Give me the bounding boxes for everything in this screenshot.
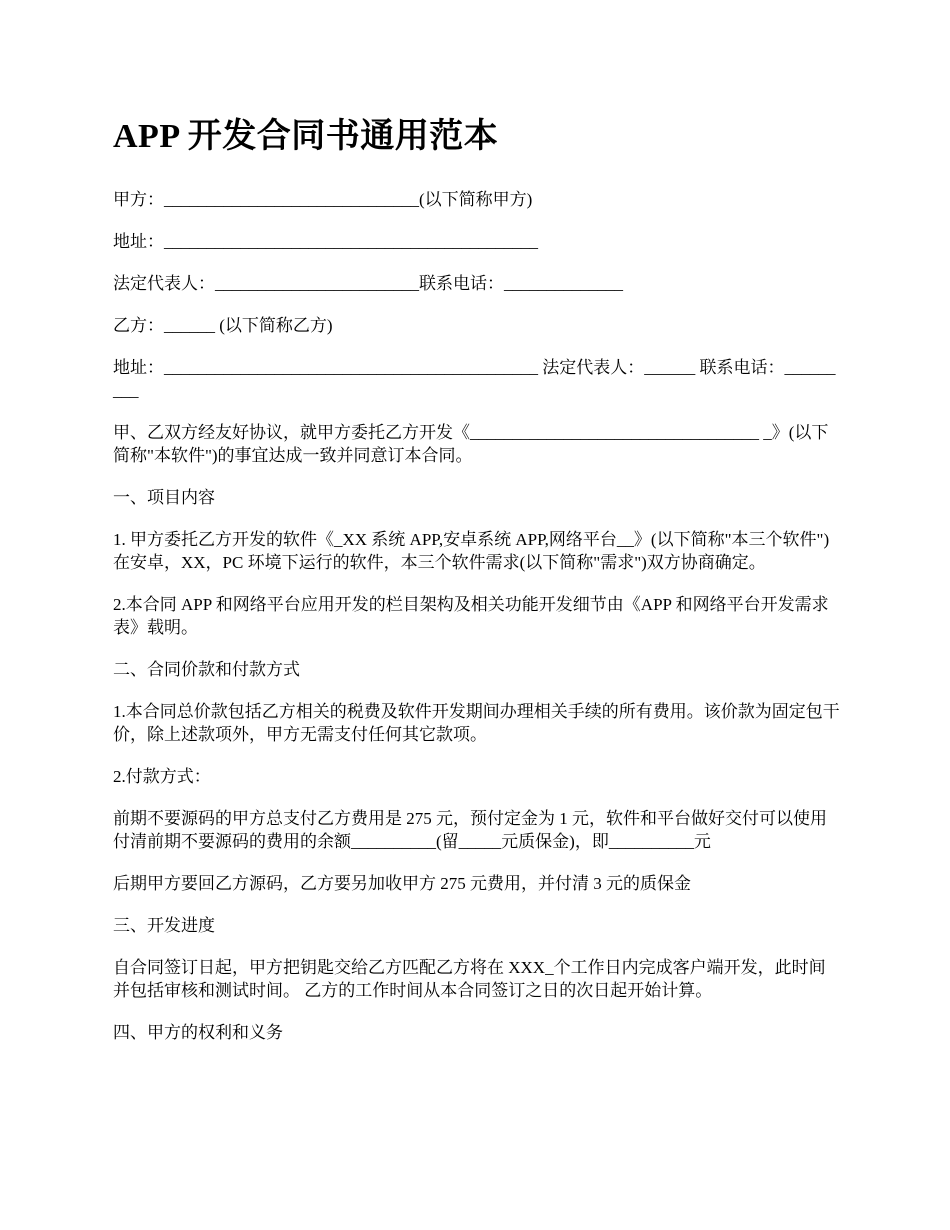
section-heading-schedule: 三、开发进度 xyxy=(113,916,215,935)
clause-payment-2: 2.付款方式： xyxy=(113,767,211,786)
party-a-address-line: 地址：____________________________________________ xyxy=(113,232,538,251)
document-page xyxy=(113,112,841,1063)
clause-schedule: 自合同签订日起，甲方把钥匙交给乙方匹配乙方将在 XXX_个工作日内完成客户端开发，此时间并包括审核和测试时间。 乙方的工作时间从本合同签订之日的次日起开始计算。 xyxy=(113,958,826,1000)
clause-payment-late: 后期甲方要回乙方源码，乙方要另加收甲方 275 元费用，并付清 3 元的质保金 xyxy=(113,874,691,893)
clause-project-2: 2.本合同 APP 和网络平台应用开发的栏目架构及相关功能开发细节由《APP 和网络平台开发需求表》载明。 xyxy=(113,595,829,637)
clause-payment-1: 1.本合同总价款包括乙方相关的税费及软件开发期间办理相关手续的所有费用。该价款为固定包干价，除上述款项外，甲方无需支付任何其它款项。 xyxy=(113,702,840,744)
clause-payment-early: 前期不要源码的甲方总支付乙方费用是 275 元，预付定金为 1 元，软件和平台做好交付可以使用付清前期不要源码的费用的余额__________(留_____元质保金)，即__________元 xyxy=(113,809,827,851)
document-title: APP 开发合同书通用范本 xyxy=(113,118,499,155)
party-a-line: 甲方：______________________________(以下简称甲方) xyxy=(113,190,533,209)
section-heading-project: 一、项目内容 xyxy=(113,488,215,507)
section-heading-payment: 二、合同价款和付款方式 xyxy=(113,660,300,679)
clause-project-1: 1. 甲方委托乙方开发的软件《_XX 系统 APP,安卓系统 APP,网络平台__》(以下简称"本三个软件") 在安卓，XX，PC 环境下运行的软件，本三个软件需求(以下简称"需求")双方协商确定。 xyxy=(113,530,830,572)
preamble-paragraph: 甲、乙双方经友好协议，就甲方委托乙方开发《__________________________________ _》(以下简称"本软件")的事宜达成一致并同意订本合同。 xyxy=(113,423,829,465)
party-b-address-line: 地址：____________________________________________ 法定代表人：______ 联系电话：_________ xyxy=(113,358,836,400)
party-b-line: 乙方：______ (以下简称乙方) xyxy=(113,316,333,335)
section-heading-party-a-rights: 四、甲方的权利和义务 xyxy=(113,1023,283,1042)
party-a-representative-line: 法定代表人：________________________联系电话：______________ xyxy=(113,274,623,293)
